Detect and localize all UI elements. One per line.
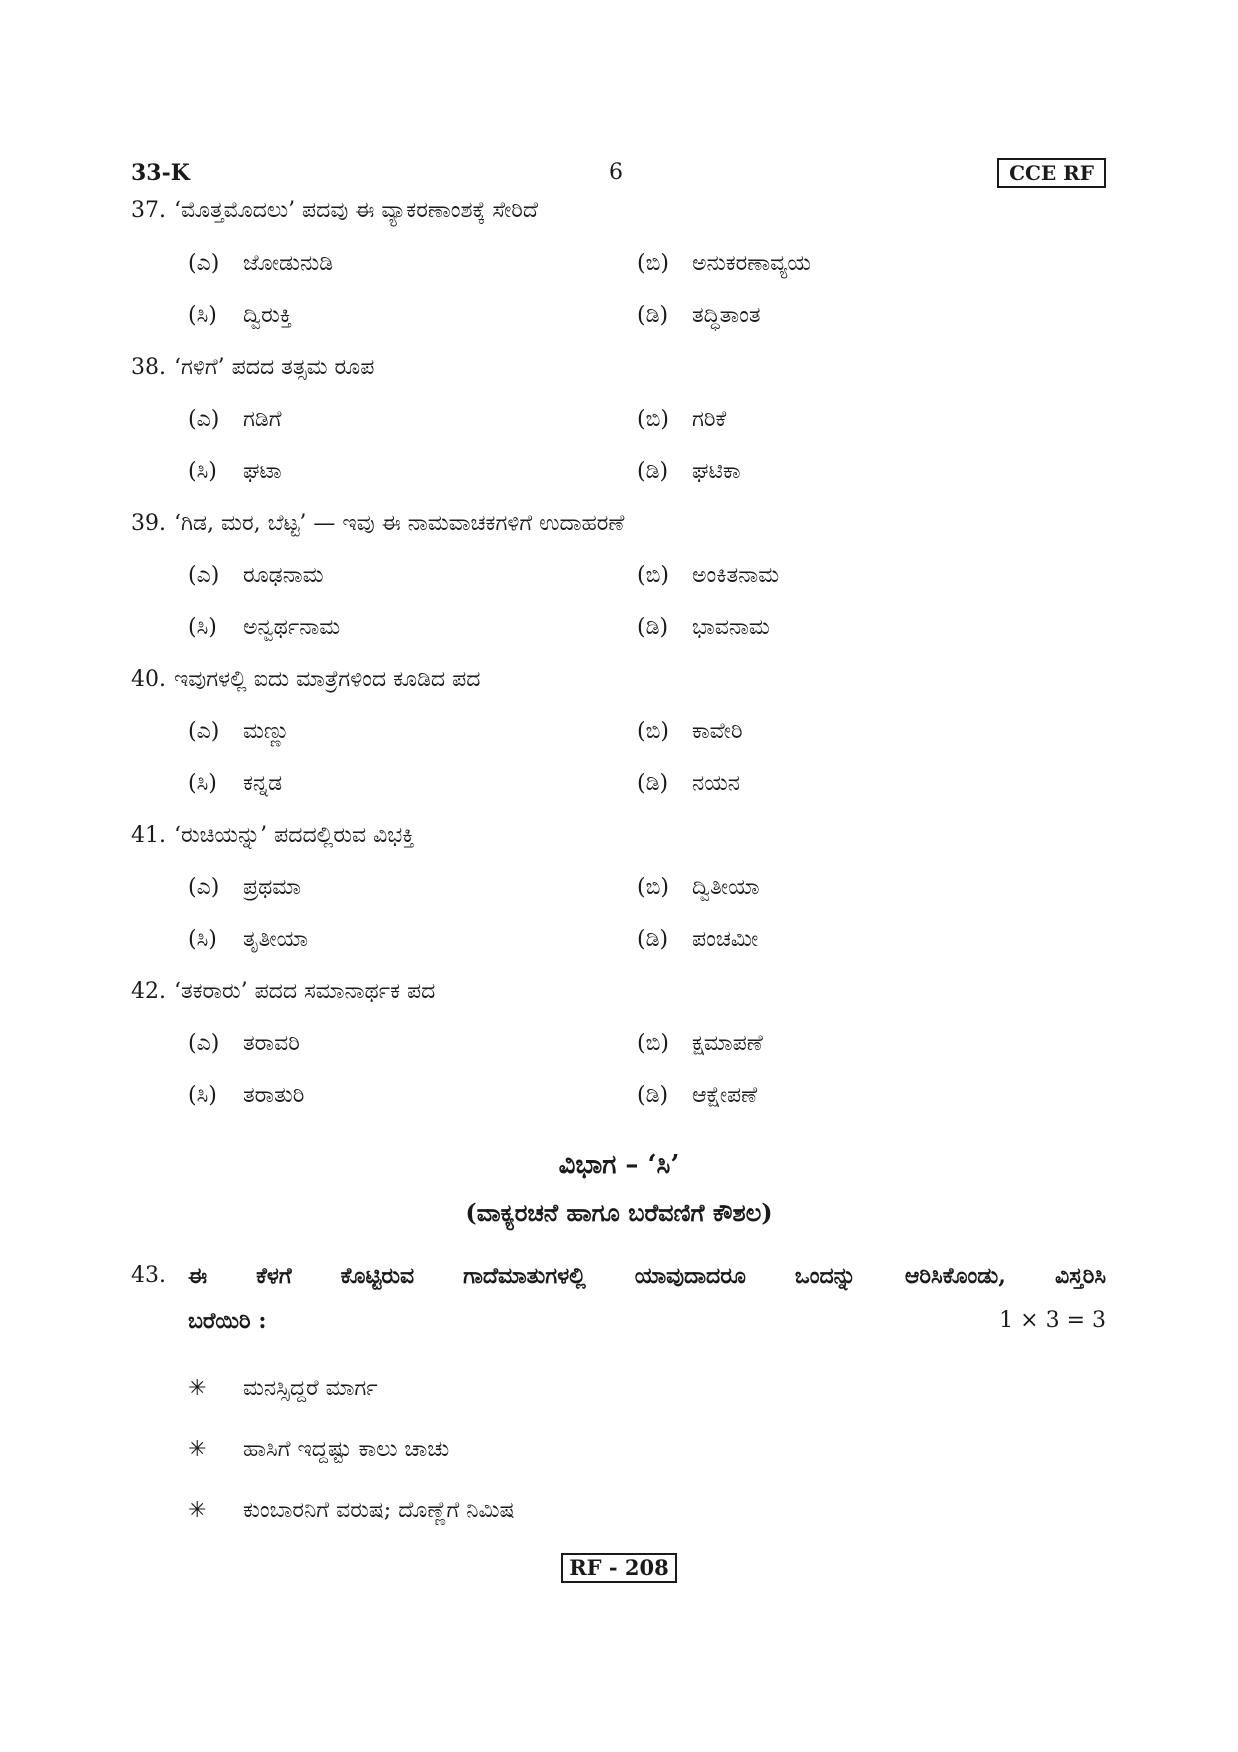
option-text: ತೃತೀಯಾ <box>243 927 308 952</box>
page-number: 6 <box>609 160 623 185</box>
question-number: 40. <box>131 667 166 692</box>
asterisk-icon: ✳ <box>188 1376 207 1401</box>
option-text: ಅನ್ವರ್ಥನಾಮ <box>243 615 341 640</box>
option-label: (ಬಿ) <box>637 1031 669 1056</box>
option-a <box>188 1031 300 1056</box>
question-40 <box>131 667 480 692</box>
option-label: (ಎ) <box>188 407 220 432</box>
option-text: ಕಾವೇರಿ <box>692 719 743 744</box>
option-text: ಪ್ರಥಮಾ <box>243 875 301 900</box>
option-label: (ಡಿ) <box>637 771 669 796</box>
option-text: ಕ್ಷಮಾಪಣೆ <box>692 1031 763 1056</box>
option-b <box>637 719 743 744</box>
option-d <box>637 927 758 952</box>
proverb-text: ಕುಂಬಾರನಿಗೆ ವರುಷ; ದೊಣ್ಣೆಗೆ ನಿಮಿಷ <box>243 1498 515 1523</box>
proverb-text: ಹಾಸಿಗೆ ಇದ್ದಷ್ಟು ಕಾಲು ಚಾಚು <box>243 1437 450 1462</box>
option-label: (ಬಿ) <box>637 719 669 744</box>
option-label: (ಎ) <box>188 563 220 588</box>
option-label: (ಬಿ) <box>637 407 669 432</box>
option-label: (ಸಿ) <box>188 303 217 328</box>
option-label: (ಬಿ) <box>637 875 669 900</box>
option-b <box>637 407 726 432</box>
option-a <box>188 251 333 276</box>
proverb-item <box>188 1437 449 1462</box>
option-label: (ಡಿ) <box>637 615 669 640</box>
option-text: ಕನ್ನಡ <box>243 771 283 796</box>
option-text: ಅನುಕರಣಾವ್ಯಯ <box>692 251 811 276</box>
question-38 <box>131 355 374 380</box>
asterisk-icon: ✳ <box>188 1437 207 1462</box>
option-d <box>637 459 741 484</box>
question-42 <box>131 979 435 1004</box>
page-footer <box>0 1553 1238 1583</box>
marks-allocation: 1 × 3 = 3 <box>999 1308 1106 1333</box>
option-label: (ಡಿ) <box>637 927 669 952</box>
option-label: (ಎ) <box>188 719 220 744</box>
proverb-text: ಮನಸ್ಸಿದ್ದರೆ ಮಾರ್ಗ <box>243 1376 378 1401</box>
option-b <box>637 563 779 588</box>
option-a <box>188 407 282 432</box>
question-39 <box>131 511 624 536</box>
option-label: (ಸಿ) <box>188 1083 217 1108</box>
option-a <box>188 875 301 900</box>
option-label: (ಬಿ) <box>637 563 669 588</box>
option-text: ಆಕ್ಷೇಪಣೆ <box>692 1083 758 1108</box>
option-text: ಜೋಡುನುಡಿ <box>243 251 334 276</box>
option-b <box>637 875 759 900</box>
question-number: 39. <box>131 511 166 536</box>
option-text: ಘಟಿಕಾ <box>692 459 741 484</box>
option-label: (ಎ) <box>188 1031 220 1056</box>
question-text: ‘ತಕರಾರು’ ಪದದ ಸಮಾನಾರ್ಥಕ ಪದ <box>174 979 436 1004</box>
option-text: ಗಡಿಗೆ <box>243 407 282 432</box>
option-d <box>637 1083 757 1108</box>
question-text: ‘ರುಚಿಯನ್ನು’ ಪದದಲ್ಲಿರುವ ವಿಭಕ್ತಿ <box>174 823 415 848</box>
option-text: ಘಟಾ <box>243 459 282 484</box>
option-text: ಭಾವನಾಮ <box>692 615 770 640</box>
option-label: (ಎ) <box>188 251 220 276</box>
option-text: ಪಂಚಮೀ <box>692 927 759 952</box>
proverb-item <box>188 1376 378 1401</box>
paper-code: 33-K <box>131 160 190 186</box>
question-41 <box>131 823 414 848</box>
option-text: ತದ್ಧಿತಾಂತ <box>692 303 761 328</box>
question-number: 42. <box>131 979 166 1004</box>
option-text: ದ್ವಿತೀಯಾ <box>692 875 760 900</box>
proverb-item <box>188 1498 514 1523</box>
question-number: 38. <box>131 355 166 380</box>
question-number: 41. <box>131 823 166 848</box>
option-c <box>188 615 340 640</box>
question-text: ಈ ಕೆಳಗೆ ಕೊಟ್ಟಿರುವ ಗಾದೆಮಾತುಗಳಲ್ಲಿ ಯಾವುದಾದರೂ ಒಂದನ್ನು ಆರಿಸಿಕೊಂಡು, ವಿಸ್ತರಿಸಿ <box>188 1263 1106 1289</box>
option-c <box>188 771 282 796</box>
option-label: (ಸಿ) <box>188 615 217 640</box>
question-number: 43. <box>131 1263 166 1288</box>
option-label: (ಸಿ) <box>188 771 217 796</box>
section-subtitle: (ವಾಕ್ಯರಚನೆ ಹಾಗೂ ಬರೆವಣಿಗೆ ಕೌಶಲ) <box>465 1198 773 1227</box>
cce-rf-badge: CCE RF <box>997 158 1106 188</box>
option-a <box>188 563 324 588</box>
option-c <box>188 927 308 952</box>
option-label: (ಡಿ) <box>637 303 669 328</box>
question-text: ‘ಗಿಡ, ಮರ, ಬೆಟ್ಟ’ — ಇವು ಈ ನಾಮವಾಚಕಗಳಿಗೆ ಉದಾಹರಣೆ <box>174 511 625 536</box>
question-37 <box>131 198 538 223</box>
option-text: ದ್ವಿರುಕ್ತಿ <box>243 303 292 328</box>
option-text: ನಯನ <box>692 771 741 796</box>
option-text: ಗರಿಕೆ <box>692 407 727 432</box>
option-text: ಅಂಕಿತನಾಮ <box>692 563 780 588</box>
option-text: ಮಣ್ಣು <box>243 719 290 744</box>
question-text: ‘ಮೊತ್ತಮೊದಲು’ ಪದವು ಈ ವ್ಯಾಕರಣಾಂಶಕ್ಕೆ ಸೇರಿದೆ <box>174 198 539 223</box>
option-d <box>637 771 740 796</box>
option-c <box>188 303 292 328</box>
footer-code: RF - 208 <box>561 1553 677 1583</box>
section-title: ವಿಭಾಗ – ‘ಸಿ’ <box>558 1150 680 1180</box>
option-label: (ಡಿ) <box>637 1083 669 1108</box>
option-label: (ಬಿ) <box>637 251 669 276</box>
question-text: ಇವುಗಳಲ್ಲಿ ಐದು ಮಾತ್ರೆಗಳಿಂದ ಕೂಡಿದ ಪದ <box>174 667 481 692</box>
option-label: (ಡಿ) <box>637 459 669 484</box>
option-text: ರೂಢನಾಮ <box>243 563 324 588</box>
option-text: ತರಾತುರಿ <box>243 1083 305 1108</box>
option-label: (ಎ) <box>188 875 220 900</box>
option-label: (ಸಿ) <box>188 459 217 484</box>
option-text: ತರಾವರಿ <box>243 1031 300 1056</box>
option-label: (ಸಿ) <box>188 927 217 952</box>
page-header <box>131 158 1106 198</box>
question-text-continued: ಬರೆಯಿರಿ : <box>188 1308 267 1334</box>
option-c <box>188 1083 304 1108</box>
option-c <box>188 459 282 484</box>
option-b <box>637 1031 763 1056</box>
option-a <box>188 719 290 744</box>
question-text: ‘ಗಳಿಗೆ’ ಪದದ ತತ್ಸಮ ರೂಪ <box>174 355 375 380</box>
asterisk-icon: ✳ <box>188 1498 207 1523</box>
option-b <box>637 251 811 276</box>
question-number: 37. <box>131 198 166 223</box>
question-43-line-1 <box>131 1263 1106 1289</box>
option-d <box>637 303 761 328</box>
option-d <box>637 615 770 640</box>
